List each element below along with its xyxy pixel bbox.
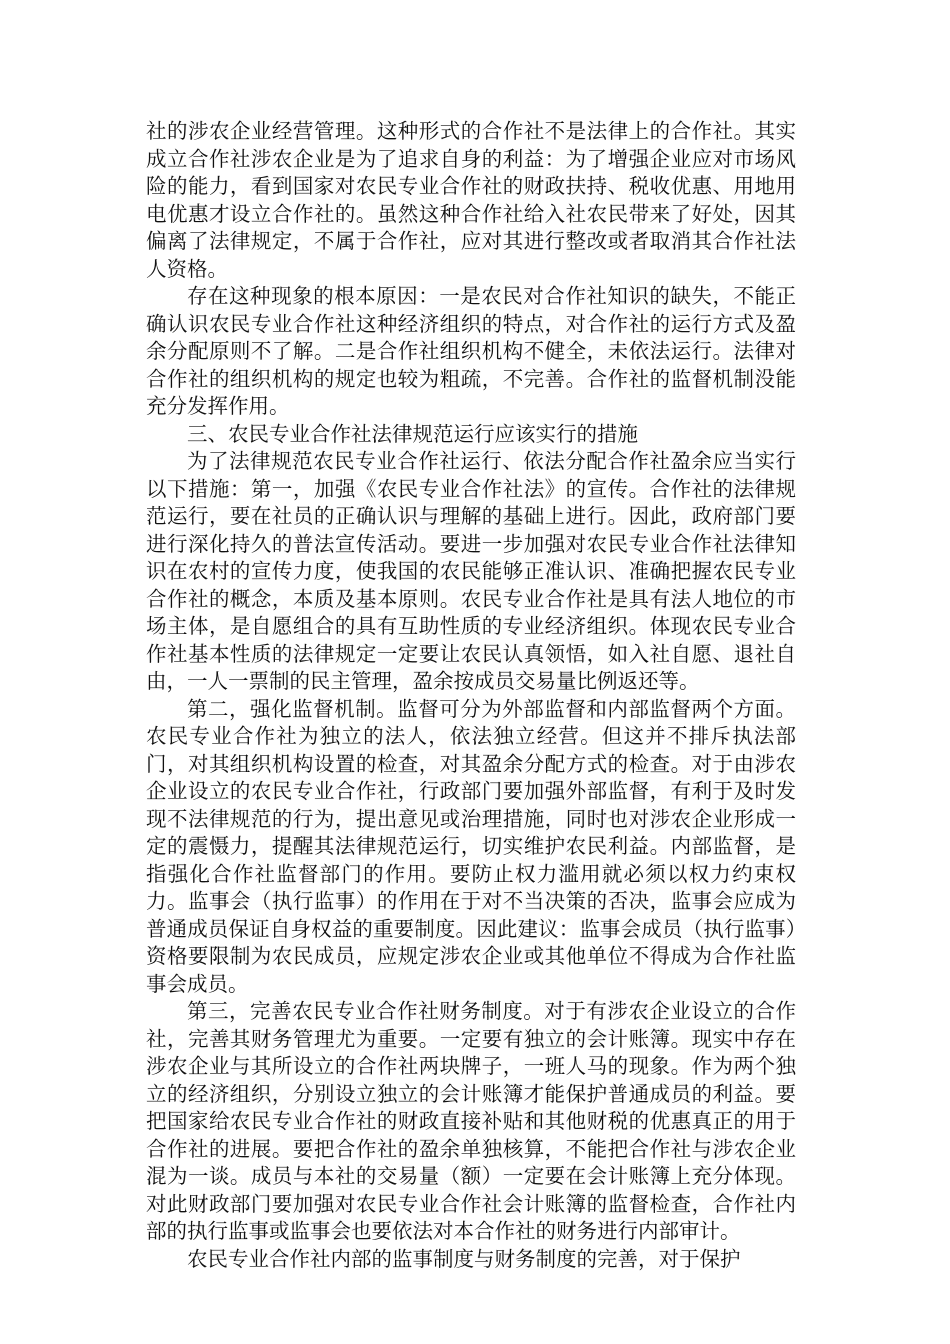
paragraph-measure-one-publicity: 为了法律规范农民专业合作社运行、依法分配合作社盈余应当实行以下措施：第一，加强《农民专业合作社法》的宣传。合作社的法律规范运行，要在社员的正确认识与理解的基础上进行。因此，政府部门要进行深化持久的普法宣传活动。要进一步加强对农民专业合作社法律知识在农村的宣传力度，使我国的农民能够正准认识、准确把握农民专业合作社的概念，本质及基本原则。农民专业合作社是具有法人地位的市场主体，是自愿组合的具有互助性质的专业经济组织。体现农民专业合作社基本性质的法律规定一定要让农民认真领悟，如入社自愿、退社自由，一人一票制的民主管理，盈余按成员交易量比例返还等。 [146,449,796,693]
paragraph-cooperative-nature: 社的涉农企业经营管理。这种形式的合作社不是法律上的合作社。其实成立合作社涉农企业是为了追求自身的利益：为了增强企业应对市场风险的能力，看到国家对农民专业合作社的财政扶持、税收优惠、用地用电优惠才设立合作社的。虽然这种合作社给入社农民带来了好处，因其偏离了法律规定，不属于合作社，应对其进行整改或者取消其合作社法人资格。 [146,119,796,281]
document-body [146,118,796,1273]
paragraph-conclusion-start: 农民专业合作社内部的监事制度与财务制度的完善，对于保护 [187,1246,741,1271]
paragraph-measure-two-supervision: 第二，强化监督机制。监督可分为外部监督和内部监督两个方面。农民专业合作社为独立的法人，依法独立经营。但这并不排斥执法部门，对其组织机构设置的检查，对其盈余分配方式的检查。对于由涉农企业设立的农民专业合作社，行政部门要加强外部监督，有利于及时发现不法律规范的行为，提出意见或治理措施，同时也对涉农企业形成一定的震慑力，提醒其法律规范运行，切实维护农民利益。内部监督，是指强化合作社监督部门的作用。要防止权力滥用就必须以权力约束权力。监事会（执行监事）的作用在于对不当决策的否决，监事会应成为普通成员保证自身权益的重要制度。因此建议：监事会成员（执行监事）资格要限制为农民成员，应规定涉农企业或其他单位不得成为合作社监事会成员。 [146,696,796,996]
section-heading-measures: 三、农民专业合作社法律规范运行应该实行的措施 [187,421,638,446]
paragraph-root-causes: 存在这种现象的根本原因：一是农民对合作社知识的缺失，不能正确认识农民专业合作社这种经济组织的特点，对合作社的运行方式及盈余分配原则不了解。二是合作社组织机构不健全，未依法运行。法律对合作社的组织机构的规定也较为粗疏，不完善。合作社的监督机制没能充分发挥作用。 [146,284,796,418]
paragraph-measure-three-finance: 第三，完善农民专业合作社财务制度。对于有涉农企业设立的合作社，完善其财务管理尤为重要。一定要有独立的会计账簿。现实中存在涉农企业与其所设立的合作社两块牌子，一班人马的现象。作为两个独立的经济组织，分别设立独立的会计账簿才能保护普通成员的利益。要把国家给农民专业合作社的财政直接补贴和其他财税的优惠真正的用于合作社的进展。要把合作社的盈余单独核算，不能把合作社与涉农企业混为一谈。成员与本社的交易量（额）一定要在会计账簿上充分体现。对此财政部门要加强对农民专业合作社会计账簿的监督检查，合作社内部的执行监事或监事会也要依法对本合作社的财务进行内部审计。 [146,999,796,1243]
